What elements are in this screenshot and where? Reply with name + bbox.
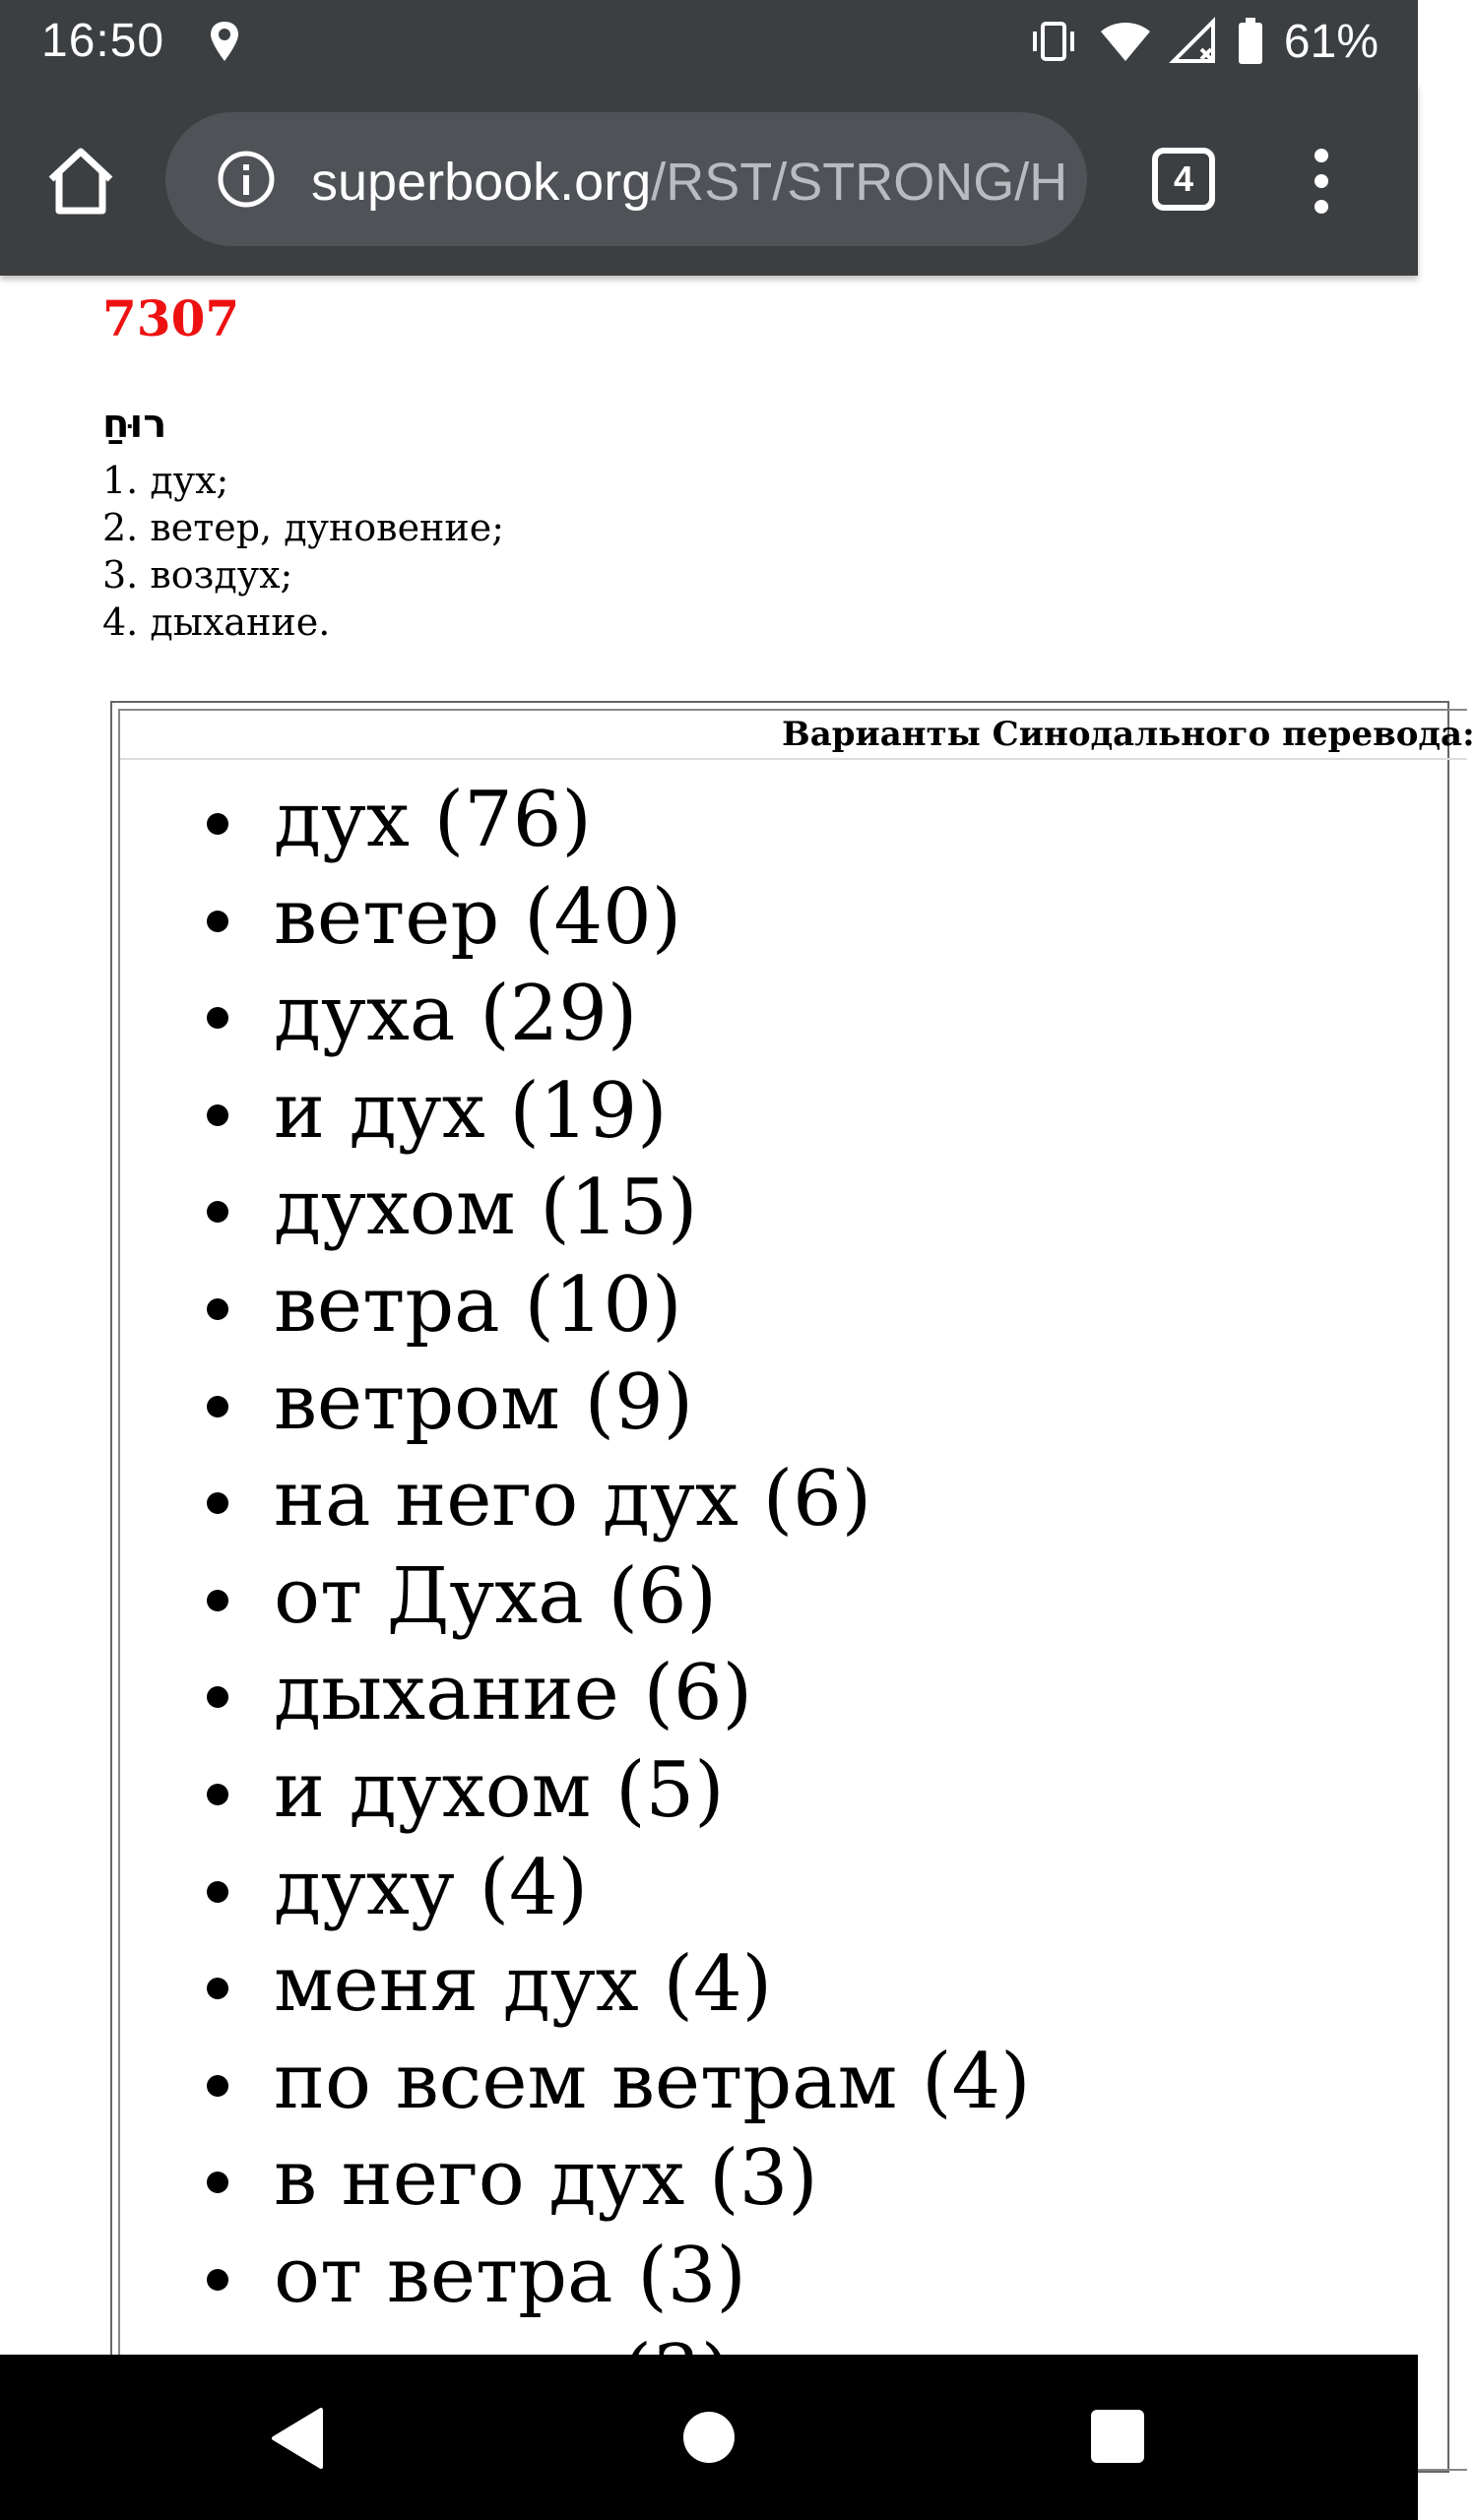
definition-line: 4. дыхание. — [102, 600, 331, 644]
variant-item: ветром (9) — [120, 1354, 1031, 1452]
variant-item: ветер (40) — [120, 869, 1031, 967]
tab-switcher-button[interactable]: 4 — [1152, 148, 1215, 211]
variant-item: меня дух (4) — [120, 1936, 1031, 2034]
status-bar — [0, 0, 1418, 83]
variant-item: и дух (19) — [120, 1063, 1031, 1161]
vibrate-icon — [1028, 20, 1079, 63]
variant-item: духом (15) — [120, 1160, 1031, 1257]
variant-item: дыхание (6) — [120, 1645, 1031, 1742]
definition-line: 2. ветер, дуновение; — [102, 506, 504, 549]
url-text[interactable] — [311, 152, 1067, 213]
url-path: /RST/STRONG/H — [651, 153, 1068, 212]
cell-signal-icon — [1172, 20, 1217, 63]
url-domain: superbook.org — [311, 153, 652, 212]
wifi-icon — [1099, 20, 1152, 63]
variant-item: от ветра (3) — [120, 2228, 1031, 2325]
variants-list — [120, 772, 1031, 2422]
variant-item: дух (76) — [120, 772, 1031, 869]
definition-line: 3. воздух; — [102, 553, 293, 597]
variant-item: духа (29) — [120, 966, 1031, 1063]
back-icon[interactable] — [264, 2404, 333, 2473]
variants-title: Варианты Синодального перевода: — [782, 715, 1475, 754]
home-icon[interactable] — [39, 140, 122, 222]
variants-header — [120, 711, 1475, 760]
variant-item: от Духа (6) — [120, 1548, 1031, 1646]
system-nav-bar — [0, 2355, 1418, 2520]
status-time: 16:50 — [41, 15, 165, 67]
strong-number: 7307 — [102, 289, 240, 347]
more-menu-icon[interactable] — [1296, 142, 1347, 220]
variants-table — [110, 701, 1475, 2473]
url-bar[interactable] — [165, 112, 1087, 246]
variant-item: духу (4) — [120, 1840, 1031, 1937]
recents-icon[interactable] — [1091, 2410, 1144, 2463]
variant-item: в него дух (3) — [120, 2130, 1031, 2228]
variant-item: и духом (5) — [120, 1742, 1031, 1840]
variant-item: по всем ветрам (4) — [120, 2034, 1031, 2131]
definition-line: 1. дух; — [102, 459, 229, 502]
variant-item: ветра (10) — [120, 1257, 1031, 1354]
home-nav-icon[interactable] — [683, 2412, 735, 2463]
page-content — [0, 276, 1475, 2355]
info-icon[interactable] — [217, 150, 276, 209]
location-icon — [205, 18, 244, 67]
battery-percent: 61% — [1283, 15, 1379, 68]
hebrew-word: רוּחַ — [102, 402, 167, 447]
variant-item: на него дух (6) — [120, 1451, 1031, 1548]
browser-toolbar — [0, 83, 1418, 276]
battery-icon — [1237, 18, 1264, 65]
